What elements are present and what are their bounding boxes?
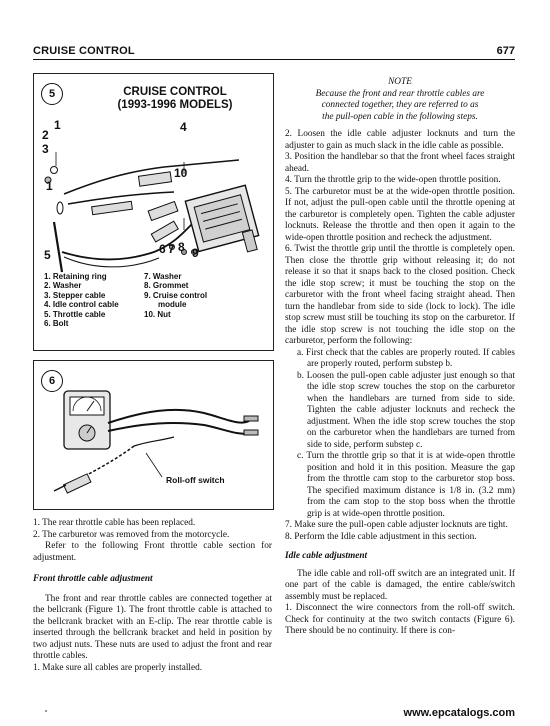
figure-5-cruise-control — [33, 73, 274, 351]
step: 5. The carburetor must be at the wide-open throttle position. If not, adjust the pull-open cable until the throttle opening at the carburetor is completely open. Tighten the cable adjuster locknuts. Release the throttle and then open it again to the wide-open throttle position and recheck the adjustment. — [285, 186, 515, 243]
running-header-section: CRUISE CONTROL — [33, 45, 135, 57]
step: 2. Loosen the idle cable adjuster locknuts and turn the adjuster to gain as much slack in the idle cable as possible. — [285, 129, 515, 151]
page-number: 677 — [496, 45, 515, 57]
left-column-text — [33, 518, 272, 674]
callout-4: 4 — [180, 120, 187, 134]
substep: b. Loosen the pull-open cable adjuster just enough so that the idle stop screw touches the stop on the carburetor when the handlebars are turned from side to side. Tighten the cable adjuster locknuts and recheck the adjustment. When the idle stop screw touches the stop on the carburetor when the handlebars are turned from side to side, perform substep c. — [297, 370, 515, 450]
step: 8. Perform the Idle cable adjustment in this section. — [285, 531, 477, 542]
header-rule — [33, 59, 515, 60]
step: 1. Disconnect the wire connectors from the roll-off switch. Check for continuity at the two switch contacts (Figure 6). There should be no continuity. If there is con- — [285, 603, 515, 636]
step: 6. Twist the throttle grip until the throttle is completely open. Then close the throttle grip without releasing it; do not release it so that it snaps back to the closed position. Check the idle stop screw; it must be touching the stop on the carburetor with the front wheel facing straight ahead. Then turn the handlebar from side to side (lock to lock). The idle stop screw must still be touching its stop on the carburetor. If the idle stop screw is not touching the idle stop on the carburetor, perform the following: — [285, 244, 515, 346]
right-column-text — [285, 77, 515, 638]
substep: c. Turn the throttle grip so that it is at wide-open throttle position and hold it in this position. Measure the gap from the throttle cam stop to the carburetor stop boss. The specified maximum distance is 1/8 in. (3.2 mm) from the cam stop to the stop boss when the throttle grip is at wide-open throttle position. — [297, 451, 515, 519]
callout-8: 8 — [178, 240, 185, 254]
note-body: Because the front and rear throttle cables are connected together, they are referred to as the pull-open cable in the following steps. — [315, 88, 485, 122]
paragraph: 2. The carburetor was removed from the motorcycle. — [33, 529, 230, 540]
paragraph: The front and rear throttle cables are connected together at the bellcrank (Figure 1). The front throttle cable is attached to the bellcrank bracket with an E-clip. The rear throttle cable is inserted through the bellcrank bracket and held in position by two adjust nuts. These nuts are used to adjust the front and rear throttle cables. — [33, 593, 272, 661]
callout-3: 3 — [42, 142, 49, 156]
substep: a. First check that the cables are properly routed. If cables are properly routed, perform substep b. — [297, 347, 515, 369]
paragraph: 1. Make sure all cables are properly installed. — [33, 662, 203, 673]
figure-number-badge: 5 — [41, 83, 63, 105]
callout-1: 1 — [54, 118, 61, 132]
callout-9: 9 — [192, 246, 199, 260]
paragraph: Refer to the following Front throttle cable section for adjustment. — [33, 541, 272, 563]
callout-6: 6 — [159, 242, 166, 256]
step: 7. Make sure the pull-open cable adjuster locknuts are tight. — [285, 520, 508, 530]
paragraph: 1. The rear throttle cable has been replaced. — [33, 518, 196, 528]
section-heading-front-throttle: Front throttle cable adjustment — [33, 574, 153, 584]
rolloff-switch-label: Roll-off switch — [166, 475, 225, 485]
page-speck — [45, 710, 47, 712]
callout-2: 2 — [42, 128, 49, 142]
website-watermark: www.epcatalogs.com — [403, 707, 515, 719]
figure-5-legend-right: 7. Washer 8. Grommet 9. Cruise control module 10. Nut — [144, 272, 208, 319]
note-title: NOTE — [388, 77, 412, 87]
paragraph: The idle cable and roll-off switch are an integrated unit. If one part of the cable is damaged, the entire cable/switch assembly must be replaced. — [285, 568, 515, 602]
callout-1b: 1 — [46, 179, 53, 193]
step: 3. Position the handlebar so that the front wheel faces straight ahead. — [285, 152, 515, 174]
section-heading-idle-cable: Idle cable adjustment — [285, 551, 368, 561]
callout-10: 10 — [174, 166, 188, 180]
figure-5-legend-left: 1. Retaining ring 2. Washer 3. Stepper cable 4. Idle control cable 5. Throttle cable 6. Bolt — [44, 272, 119, 329]
ohmmeter-test-drawing — [34, 361, 273, 509]
cruise-control-assembly-drawing — [34, 112, 273, 292]
callout-5: 5 — [44, 248, 51, 262]
figure-number-badge: 6 — [41, 370, 63, 392]
callout-7: 7 — [168, 242, 175, 256]
step: 4. Turn the throttle grip to the wide-open throttle position. — [285, 175, 501, 185]
figure-6-rolloff-switch — [33, 360, 274, 510]
figure-title: CRUISE CONTROL (1993-1996 MODELS) — [117, 86, 233, 111]
